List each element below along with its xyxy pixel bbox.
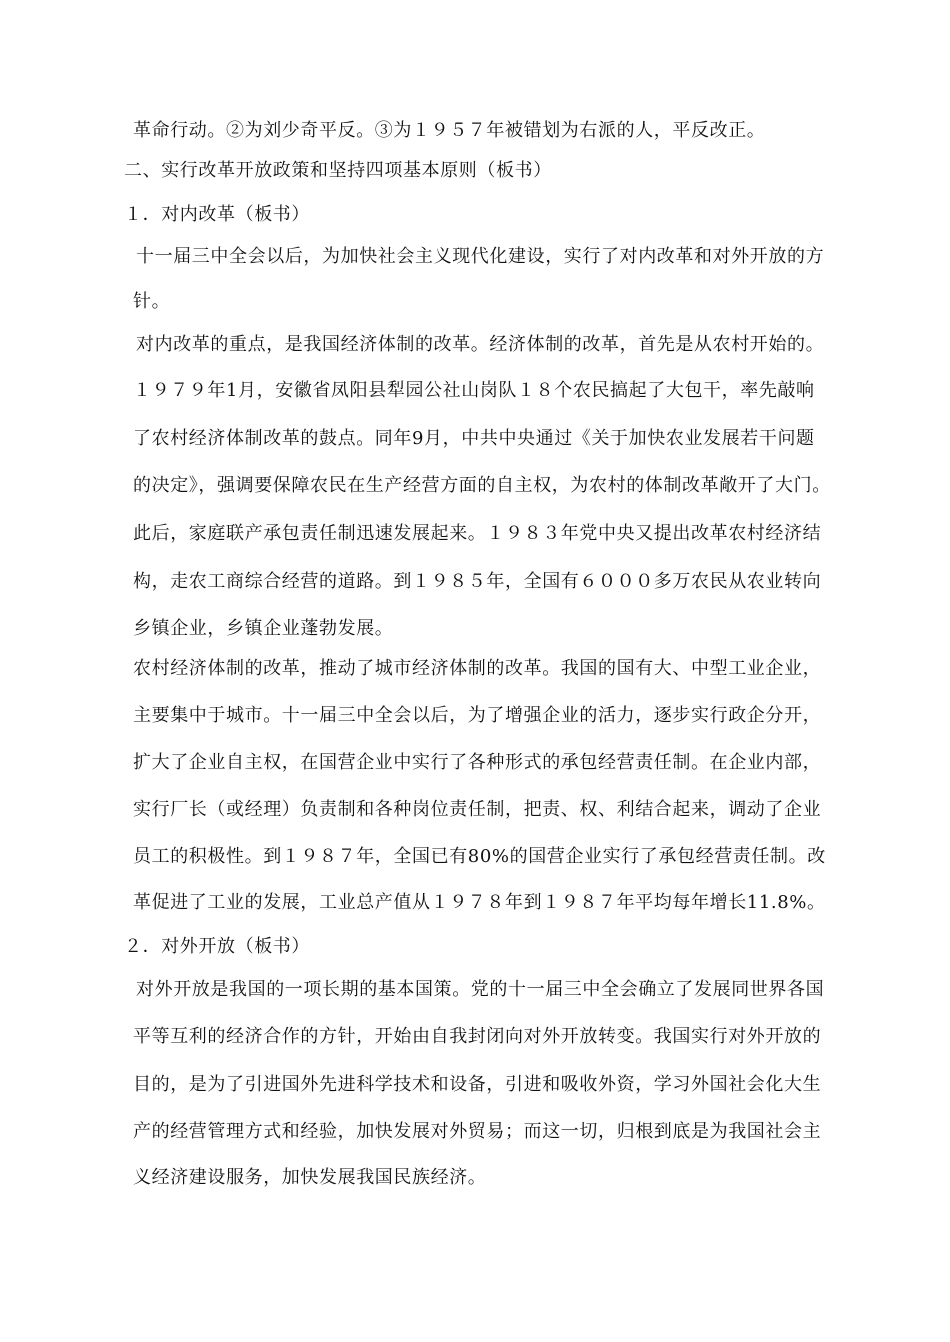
text-line: １９７９年1月，安徽省凤阳县犁园公社山岗队１８个农民搞起了大包干，率先敲响 [133, 380, 815, 401]
text-line: 此后，家庭联产承包责任制迅速发展起来。１９８３年党中央又提出改革农村经济结 [133, 523, 822, 544]
text-line: 乡镇企业，乡镇企业蓬勃发展。 [133, 618, 394, 639]
text-line: 扩大了企业自主权，在国营企业中实行了各种形式的承包经营责任制。在企业内部， [133, 752, 822, 773]
text-line: 了农村经济体制改革的鼓点。同年9月，中共中央通过《关于加快农业发展若干问题 [133, 428, 815, 449]
text-line: 对内改革的重点，是我国经济体制的改革。经济体制的改革，首先是从农村开始的。 [136, 334, 825, 355]
text-line: 实行厂长（或经理）负责制和各种岗位责任制，把责、权、利结合起来，调动了企业 [133, 799, 822, 820]
text-line: 构，走农工商综合经营的道路。到１９８５年，全国有６０００多万农民从农业转向 [133, 571, 822, 592]
text-line: 农村经济体制的改革，推动了城市经济体制的改革。我国的国有大、中型工业企业， [133, 658, 822, 679]
text-line: 革命行动。②为刘少奇平反。③为１９５７年被错划为右派的人，平反改正。 [133, 120, 766, 141]
text-line: 革促进了工业的发展，工业总产值从１９７８年到１９８７年平均每年增长11.8%。 [133, 892, 826, 913]
text-line: 主要集中于城市。十一届三中全会以后，为了增强企业的活力，逐步实行政企分开， [133, 705, 822, 726]
subsection-heading: １．对内改革（板书） [124, 204, 310, 225]
text-line: 十一届三中全会以后，为加快社会主义现代化建设，实行了对内改革和对外开放的方 [136, 246, 825, 267]
text-line: 产的经营管理方式和经验，加快发展对外贸易；而这一切，归根到底是为我国社会主 [133, 1121, 822, 1142]
subsection-heading: ２．对外开放（板书） [124, 936, 310, 957]
text-line: 平等互利的经济合作的方针，开始由自我封闭向对外开放转变。我国实行对外开放的 [133, 1026, 822, 1047]
text-line: 针。 [133, 291, 171, 312]
text-line: 对外开放是我国的一项长期的基本国策。党的十一届三中全会确立了发展同世界各国 [136, 979, 825, 1000]
text-line: 目的，是为了引进国外先进科学技术和设备，引进和吸收外资，学习外国社会化大生 [133, 1074, 822, 1095]
section-heading: 二、实行改革开放政策和坚持四项基本原则（板书） [124, 160, 552, 181]
text-line: 义经济建设服务，加快发展我国民族经济。 [133, 1167, 487, 1188]
text-line: 员工的积极性。到１９８７年，全国已有80%的国营企业实行了承包经营责任制。改 [133, 846, 826, 867]
text-line: 的决定》，强调要保障农民在生产经营方面的自主权，为农村的体制改革敞开了大门。 [133, 475, 831, 496]
